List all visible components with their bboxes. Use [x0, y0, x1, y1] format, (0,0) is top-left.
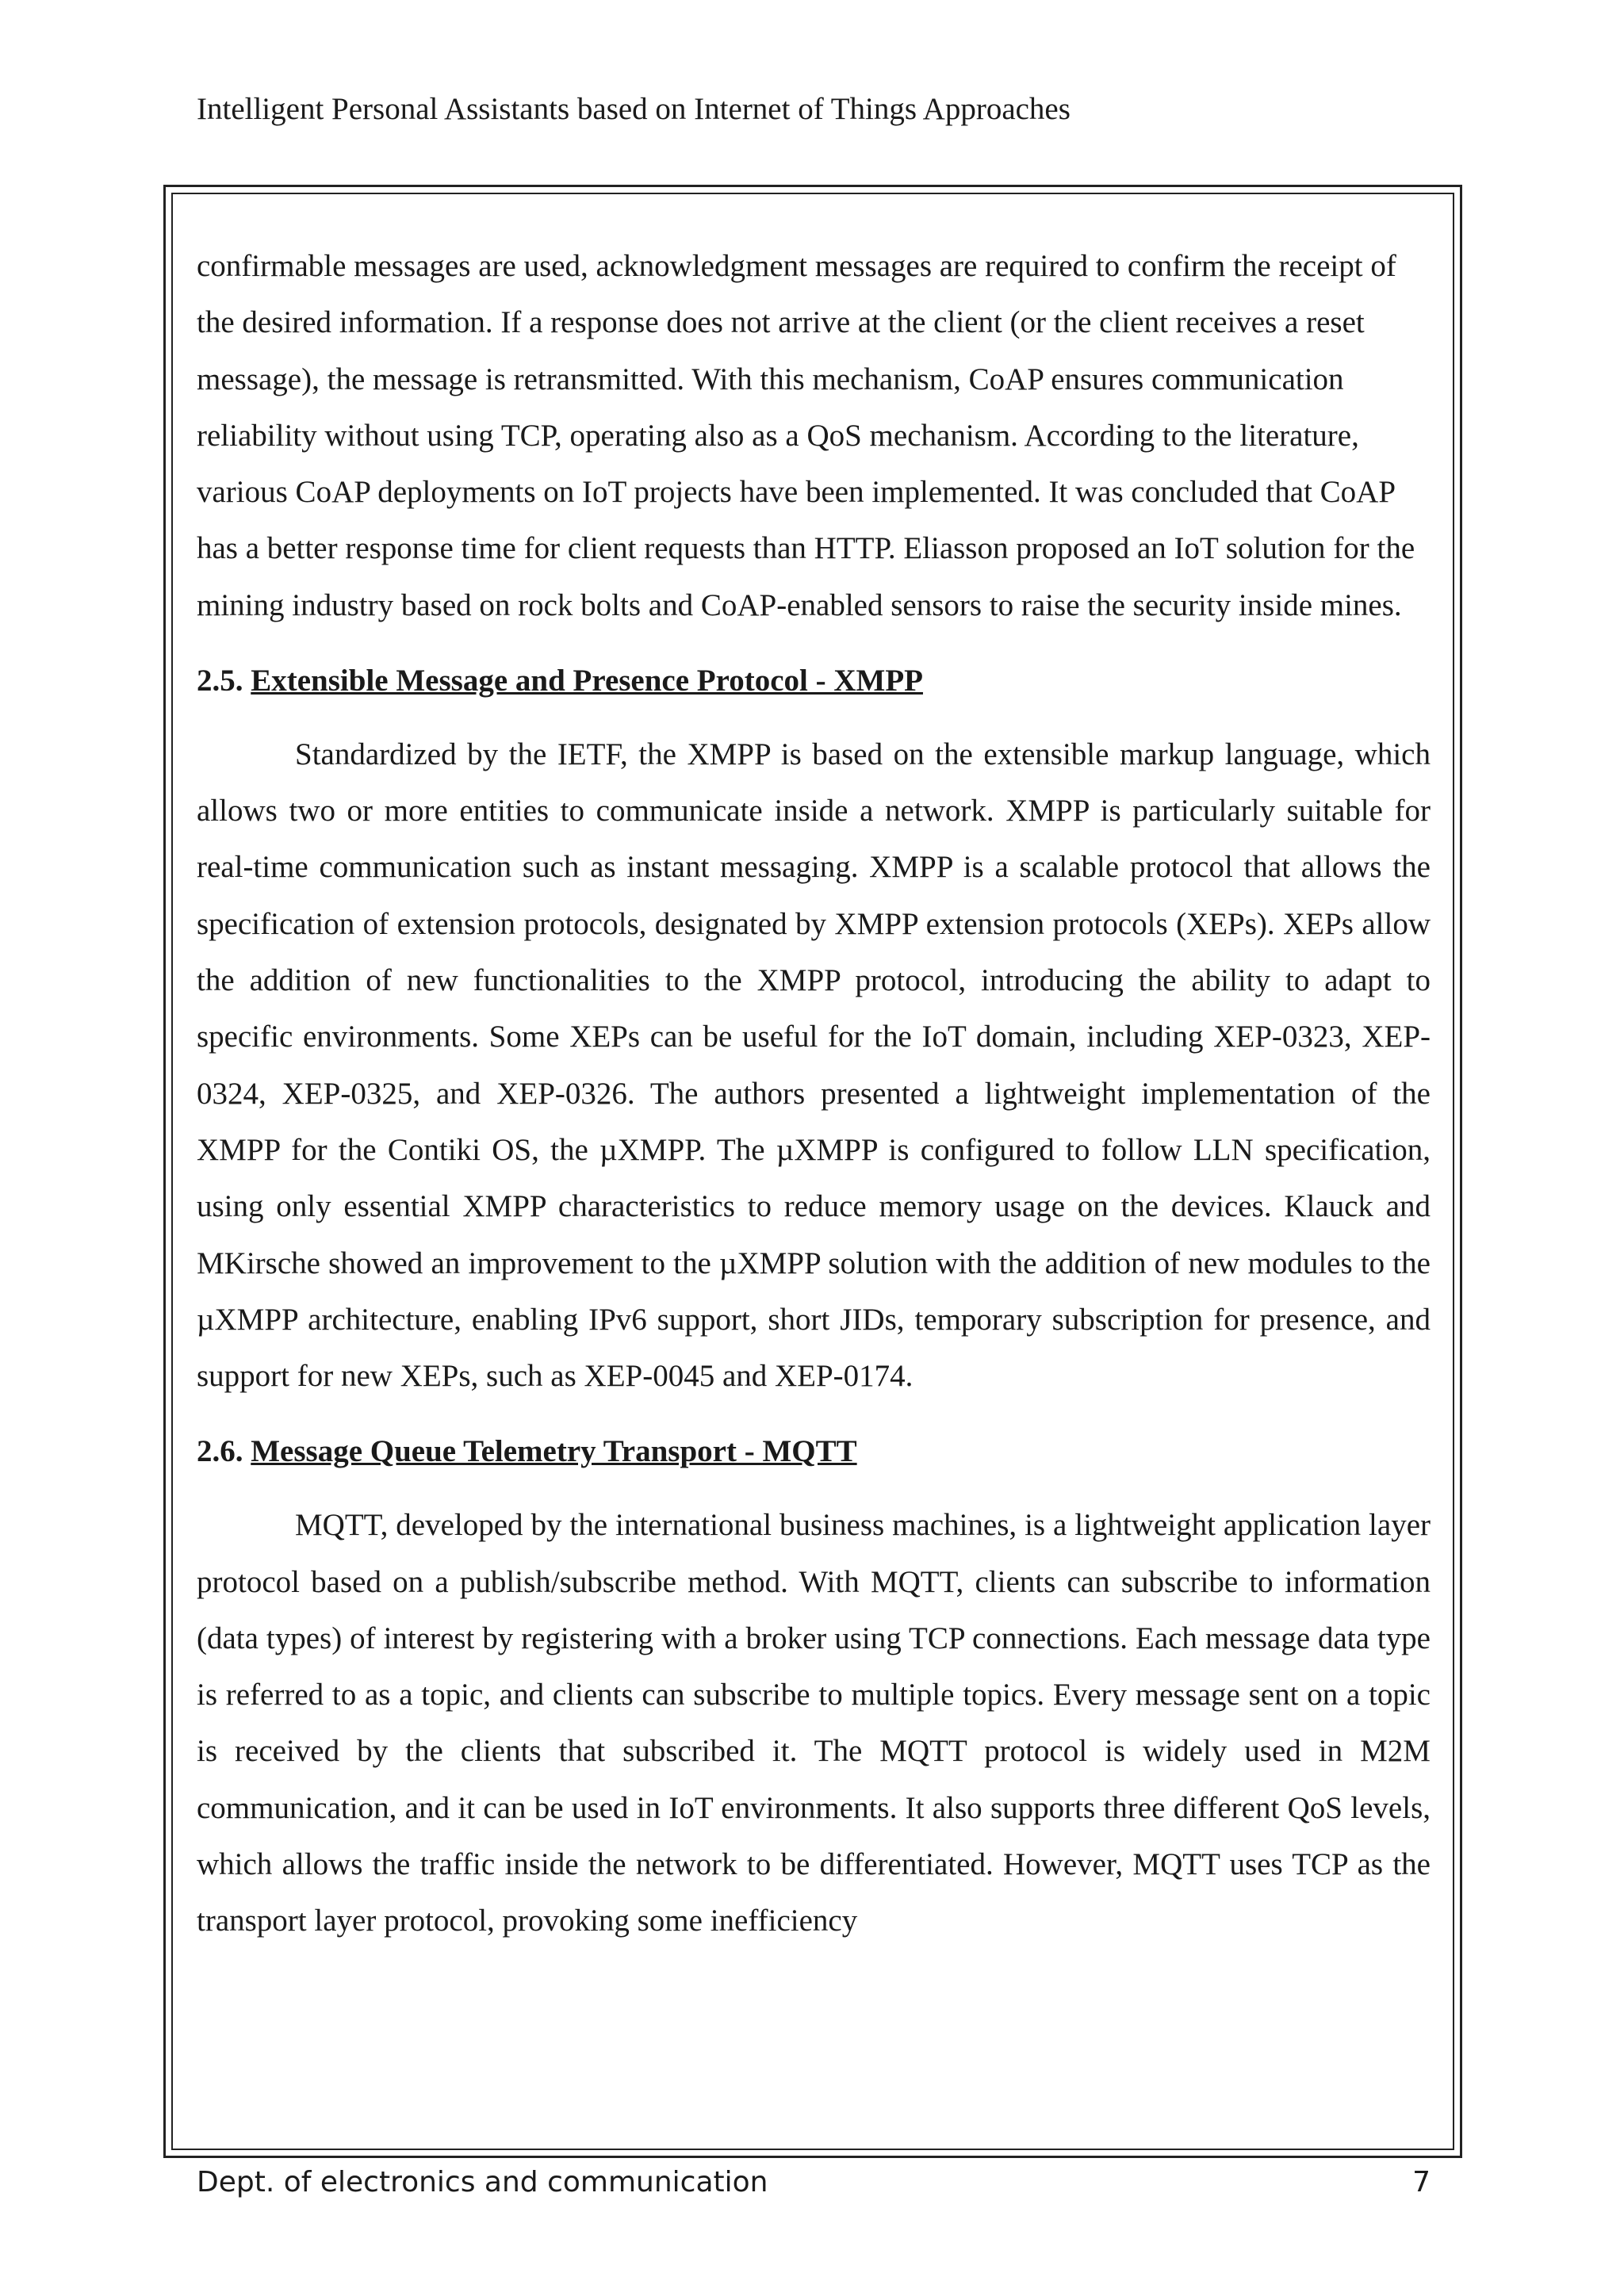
section-heading-xmpp: [197, 663, 1431, 700]
section-number: 2.6.: [197, 1434, 243, 1469]
body-content: [197, 238, 1431, 1950]
section-number: 2.5.: [197, 664, 243, 698]
section-title: Message Queue Telemetry Transport - MQTT: [251, 1434, 857, 1469]
page-number: 7: [1412, 2166, 1431, 2198]
section-title: Extensible Message and Presence Protocol - XMPP: [251, 664, 923, 698]
footer-department: Dept. of electronics and communication: [197, 2166, 768, 2198]
body-paragraph-xmpp: Standardized by the IETF, the XMPP is based on the extensible markup language, which allows two or more entities to communicate inside a network. XMPP is particularly suitable for real-time communication such as instant messaging. XMPP is a scalable protocol that allows the specification of extension protocols, designated by XMPP extension protocols (XEPs). XEPs allow the addition of new functionalities to the XMPP protocol, introducing the ability to adapt to specific environments. Some XEPs can be useful for the IoT domain, including XEP-0323, XEP-0324, XEP-0325, and XEP-0326. The authors presented a lightweight implementation of the XMPP for the Contiki OS, the µXMPP. The µXMPP is configured to follow LLN specification, using only essential XMPP characteristics to reduce memory usage on the devices. Klauck and MKirsche showed an improvement to the µXMPP solution with the addition of new modules to the µXMPP architecture, enabling IPv6 support, short JIDs, temporary subscription for presence, and support for new XEPs, such as XEP-0045 and XEP-0174.: [197, 737, 1431, 1394]
body-paragraph-mqtt: MQTT, developed by the international business machines, is a lightweight application layer protocol based on a publish/subscribe method. With MQTT, clients can subscribe to information (data types) of interest by registering with a broker using TCP connections. Each message data type is referred to as a topic, and clients can subscribe to multiple topics. Every message sent on a topic is received by the clients that subscribed it. The MQTT protocol is widely used in M2M communication, and it can be used in IoT environments. It also supports three different QoS levels, which allows the traffic inside the network to be differentiated. However, MQTT uses TCP as the transport layer protocol, provoking some inefficiency: [197, 1508, 1431, 1938]
body-paragraph-coap: confirmable messages are used, acknowledgment messages are required to confirm the receipt of the desired information. If a response does not arrive at the client (or the client receives a reset message), the message is retransmitted. With this mechanism, CoAP ensures communication reliability without using TCP, operating also as a QoS mechanism. According to the literature, various CoAP deployments on IoT projects have been implemented. It was concluded that CoAP has a better response time for client requests than HTTP. Eliasson proposed an IoT solution for the mining industry based on rock bolts and CoAP-enabled sensors to raise the security inside mines.: [197, 249, 1415, 622]
running-header: Intelligent Personal Assistants based on Internet of Things Approaches: [197, 92, 1071, 126]
section-heading-mqtt: [197, 1433, 1431, 1471]
